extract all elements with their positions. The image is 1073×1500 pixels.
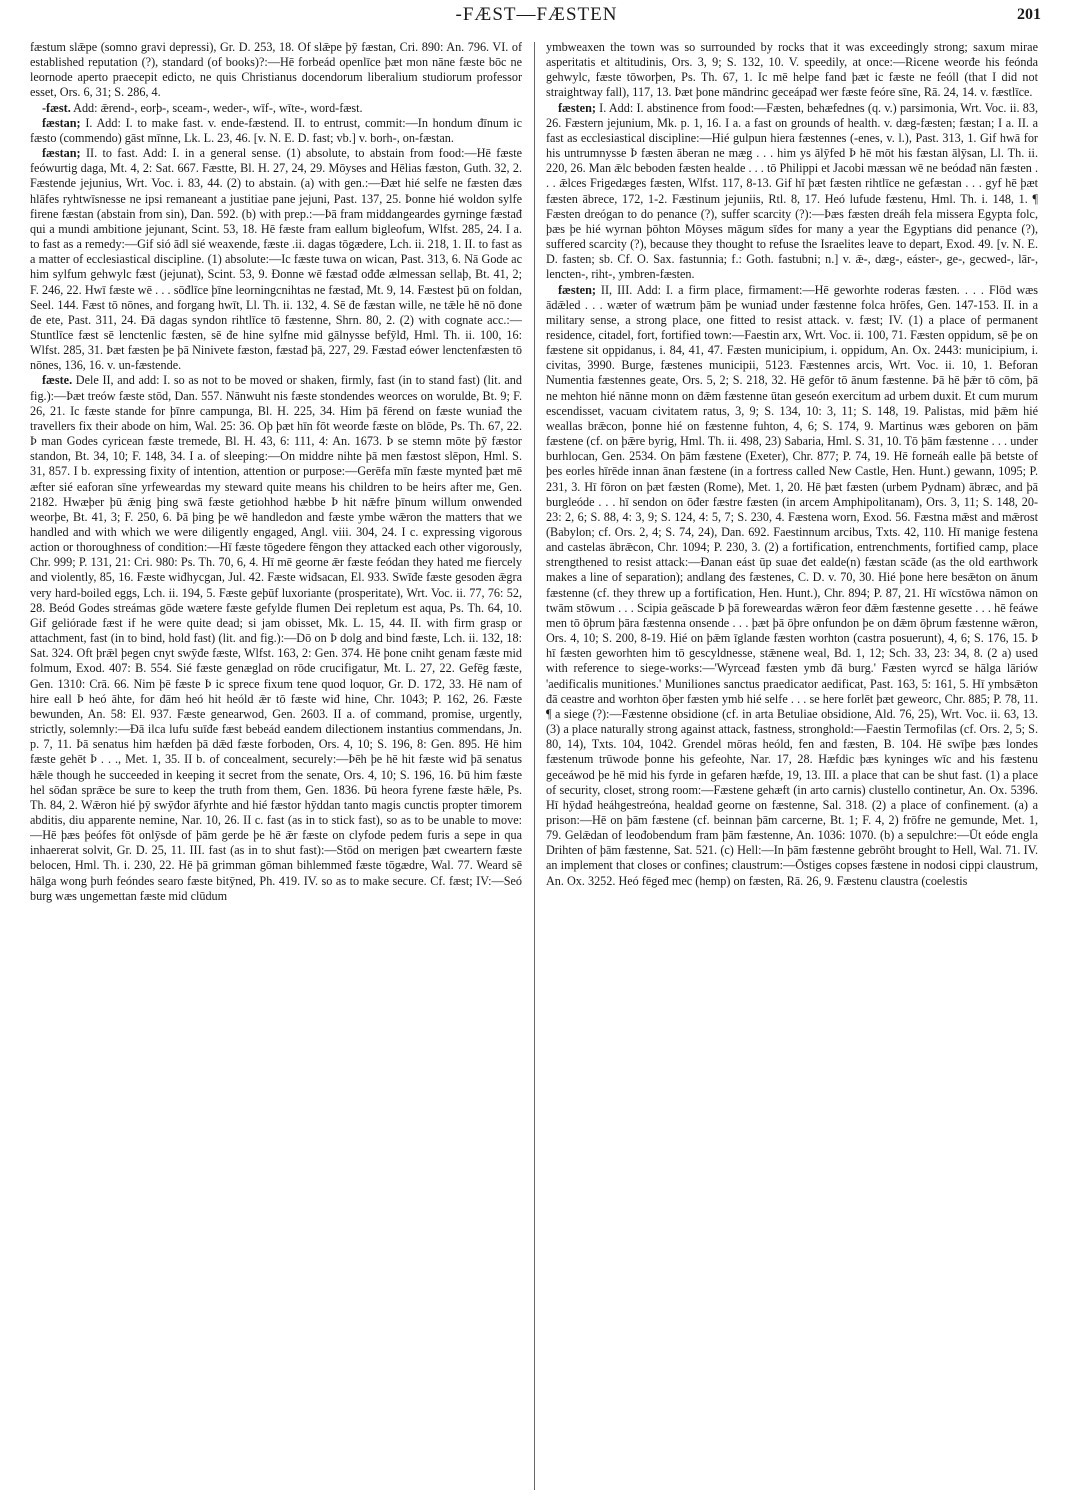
entry-text: Add: ǣrend-, eorþ-, sceam-, weder-, wīf-, wīte-, word-fæst. [73,100,363,115]
page-header [0,0,1073,30]
dictionary-entry [546,283,1038,889]
dictionary-entry [30,116,522,146]
entry-headword: fæste. [42,373,73,388]
column-divider [534,42,535,1490]
entry-headword: fæstan; [42,115,81,130]
entry-headword: fæsten; [558,100,596,115]
dictionary-entry [30,373,522,903]
entry-headword: -fæst. [42,100,71,115]
left-column [30,40,522,1492]
dictionary-entry [30,40,522,101]
entry-text: I. Add: I. to make fast. v. ende-fæstend. II. to entrust, commit:—In hondum đīnum ic fæsto (commendo) gāst mīnne, Lk. L. 23, 46. [v. N. E. D. fast; vb.] v. borh-, on-fæstan. [30,115,522,145]
dictionary-entry [30,101,522,116]
dictionary-entry [546,101,1038,283]
dictionary-entry [30,146,522,373]
page-number: 201 [1017,6,1041,23]
entry-text: ymbweaxen the town was so surrounded by rocks that it was exceedingly strong; saxum mirae asperitatis et altitudinis, Ors. 3, 9; S. 132, 10. V. speedily, at once:—Ricene weorđe his feónda gehwylc, fæste tōworþen, Ps. Th. 67, 1. Ic mē helpe fand þæt ic fæste ne feóll (that I did not straightway fall), 117, 13. Þæt þone māndrinc geceápađ wer fæste feóre sīne, Rā. 24, 14. v. fæstlīce. [546,40,1038,100]
running-head: -FÆST—FÆSTEN [455,4,618,25]
dictionary-entry [546,40,1038,101]
entry-text: I. Add: I. abstinence from food:—Fæsten, behæfednes (q. v.) parsimonia, Wrt. Voc. ii. 83, 26. Fæstern jejunium, Mk. p. 1, 16. I a. a fast on grounds of health. v. dæg-fæsten; fæstan; I a. II. a fast as ecclesiastical discipline:—Hié gulpun hiera fæstennes (-enes, v. l.), Past. 313, 1. Gif hwā for his untrumnysse Þ fæsten āberan ne mæg . . . him ys ālȳfed Þ hē mōt his fæstan ālȳsan, Ll. Th. ii. 220, 26. Man ǣlc beboden fæsten healde . . . tō Philippi et Jacobi mæssan wē ne beódađ nān fæsten . . . ǣlces Frigedæges fæsten, Wlfst. 117, 8-13. Gif hī þæt fæsten rihtlīce ne gefæstan . . . gyf hē þæt fæsten ābrece, 172, 1-2. Fæstinum jejuniis, Rtl. 8, 17. Heó lufude fæstenu, Hml. Th. i. 148, 1. ¶ Fæsten dreógan to do penance (?), suffer scarcity (?):—Þæs fæsten dreáh fela missera Egypta folc, þæs þe hié wyrnan þōhton Mōyses māgum sīđes for many a year the Egyptians did penance (?), suffered scarcity (?), because they thought to refuse the Israelites leave to depart, Exod. 49. [v. N. E. D. fasten; sb. Cf. O. Sax. fastunnia; f.: Goth. fastubni; n.] v. ǣ-, dæg-, eáster-, ge-, gecwed-, lār-, lencten-, riht-, ymbren-fæsten. [546,100,1038,282]
right-column [546,40,1038,1492]
entry-text: II. to fast. Add: I. in a general sense. (1) absolute, to abstain from food:—Hē fæste feówurtig daga, Mt. 4, 2: Sat. 667. Fæstte, Bl. H. 27, 24, 29. Mōyses and Hēlias fæston, Guth. 32, 2. Fæstende jejunius, Wrt. Voc. i. 83, 44. (2) to abstain. (a) with gen.:—Đæt hié selfe ne fæsten đæs hlāfes ryhtwīsnesse ne ipsi remaneant a justitiae pane jejuni, Past. 137, 25. Þonne hié woldon sylfe firene fæstan (abstain from sin), Dan. 592. (b) with prep.:—Þā fram middangeardes gyrninge fæstađ qui a mundi ambitione jejunant, Scint. 53, 18. Hē fæste fram eallum bigleofum, Wlfst. 285, 24. I a. to fast as a remedy:—Gif sió ādl sié weaxende, fæste .ii. dagas tōgædere, Lch. ii. 218, 1. II. to fast as a matter of ecclesiastical discipline. (1) absolute:—Ic fæste tuwa on wican, Past. 313, 6. Nā Gode ac him sylfum gehwylc fæst (jejunat), Scint. 53, 9. Đonne wē fæstađ ođđe ælmessan sellaþ, Bt. 41, 2; F. 246, 22. Hwī fæste wē . . . sōđlīce þīne leorningcnihtas ne fæstađ, Mt. 9, 14. Fæstest þū on foldan, Seel. 144. Fæst tō nōnes, and forgang hwīt, Ll. Th. ii. 132, 4. Sē đe fæstan wille, ne tǣle hē nō đone đe ete, Past. 311, 24. Đā dagas syndon rihtlīce tō fæstenne, Shrn. 80, 2. (2) with cognate acc.:—Stuntlīce fæst sē lenctenlic fæsten, sē đe hine sylfne mid gālnysse befȳlđ, Hml. Th. ii. 100, 16: Wlfst. 285, 31. Þæt fæsten þe þā Ninivete fæston, fæstađ þā, 227, 29. Fæstađ eówer lenctenfæsten tō nōnes, 136, 16. v. un-fæstende. [30,146,522,373]
entry-text: Dele II, and add: I. so as not to be moved or shaken, firmly, fast (in to stand fast) (lit. and fig.):—Þæt treów fæste stōd, Dan. 557. Nānwuht nis fæste stondendes weorces on worulde, Bt. 9; F. 26, 21. Ic fæste stande for þīnre campunga, Bl. H. 225, 34. Him þā fērend on fæste wuniađ the travellers fix their abode on him, Wal. 25: 36. Oþ þæt hīn fōt weorđe fæste on blōde, Ps. Th. 67, 22. Þ man Godes cyricean fæste tremede, Bl. H. 43, 6: 111, 4: An. 1673. Þ se stemn mōte þȳ fæstor standon, Bt. 34, 10; F. 148, 34. I a. of sleeping:—On middre nihte þā men fæstost slēpon, Hml. S. 31, 857. I b. expressing fixity of intention, attention or purpose:—Gerēfa mīn fæste mynteđ þæt mē æfter sié eaforan sīne yrfeweardas my steward quite means his children to be heirs after me, Gen. 2182. Hwæþer þū ǣnig þing swā fæste getiohhod hæbbe Þ hit nǣfre þīnum willum onwended weorþe, Bt. 41, 3; F. 250, 6. Þā þing þe wē handledon and fæste ymbe wǣron the matters that we handled and with which we were diligently engaged, Angl. viii. 304, 24. I c. expressing vigorous action or thoroughness of condition:—Hī fæste tōgedere fēngon they attacked each other vigorously, Chr. 999; P. 131, 21: Cri. 980: Ps. Th. 70, 6, 4. Hī mē georne ǣr fæste feódan they hated me fiercely and violently, 85, 16. Fæste wiđhycgan, Jul. 42. Fæste wiđsacan, El. 933. Swīđe fæste gesoden ǣgra very hard-boiled eggs, Lch. ii. 194, 5. Fæste geþūf luxoriante (prosperitate), Wrt. Voc. ii. 77, 76: 52, 28. Beód Godes streámas gōde wætere fæste gefylde flumen Dei repletum est aqua, Ps. Th. 64, 10. Gif geliórade fæst if he were quite dead; si jam obisset, Mk. L. 15, 44. II. with firm grasp or attachment, fast (in to bind, hold fast) (lit. and fig.):—Dō on Þ dolg and bind fæste, Lch. ii. 132, 18: Sat. 324. Oft þrǣl þegen cnyt swȳđe fæste, Wlfst. 163, 2: Gen. 374. Hē þone cniht genam fæste mid folmum, Exod. 407: B. 554. Sié fæste genæglad on rōde crucifigatur, Mt. L. 27, 22. Gefēg fæste, Gen. 1310: Crā. 66. Nim þē fæste Þ ic sprece fixum tene quod loquor, Gr. D. 172, 33. Hē nam of hire eall Þ heó āhte, for đām heó hit heóld ǣr tō fæste wiđ hine, Chr. 1043; P. 162, 26. Fæste bewunden, An. 58: El. 937. Fæste genearwod, Gen. 2603. II a. of command, promise, urgently, strictly, solemnly:—Đā ilca lufu suīđe fæst bebeád eandem dilectionem instantius commendans, Jn. p. 7, 11. Þā senatus him hæfden þā dǣd fæste forboden, Ors. 4, 10; S. 196, 8: Gen. 895. Hē him fæste gehēt Þ . . ., Met. 1, 35. II b. of concealment, securely:—Þēh þe hē hit fæste wiđ þā senatus hǣle though he succeeded in keeping it secret from the senate, Ors. 4, 10; S. 196, 16. Þū him fæste hel sōđan sprǣce be sure to keep the truth from them, Gen. 1836. Þū heora fyrene fæste hǣle, Ps. Th. 84, 2. Wǣron hié þȳ swȳđor āfyrhte and hié fæstor hȳddan tanto magis cunctis propter timorem abditis, diu apparente nemine, Nar. 10, 26. II c. fast (as in to stick fast), so as to be unable to move:—Hē þæs þeófes fōt onlȳsde of þām gerde þe hē ǣr fæste on clyfode pedem furis a sepe in qua inhaererat solvit, Gr. D. 25, 11. III. fast (as in to shut fast):—Stōd on merigen þæt cweartern fæste belocen, Hml. Th. i. 230, 22. Hē þā grimman gōman bihlemmeđ fæste tōgædre, Wal. 77. Weard sē hālga wong þurh feóndes searo fæste bitȳned, Ph. 419. IV. so as to make secure. Cf. fæst; IV:—Seó burg wæs ungemettan fæste mid clūdum [30,373,522,903]
entry-text: fæstum slǣpe (somno gravi depressi), Gr. D. 253, 18. Of slǣpe þȳ fæstan, Cri. 890: An. 796. VI. of established reputation (?), standard (of books)?:—Hē forbeád openlīce þæt mon nāne fæste bōc ne leornode aperto praecepit edicto, ne quis Christianus docendorum liberalium studiorum professor esset, Ors. 6, 31; S. 286, 4. [30,40,522,100]
entry-headword: fæsten; [558,282,596,297]
entry-text: II, III. Add: I. a firm place, firmament:—Hē geworhte roderas fæsten. . . . Flōd wæs ādǣled . . . wæter of wætrum þām þe wuniađ under fæstenne folca hrōfes, Gen. 147-153. II. in a military sense, a strong place, one fitted to resist attack. v. fæst; IV. (1) a place of permanent residence, citadel, fort, fortified town:—Faestin arx, Wrt. Voc. ii. 100, 71. Fæsten oppidum, sē þe on fæstene sit oppidanus, i. 84, 41, 47. Fæsten municipium, i. oppidum, An. Ox. 2443: municipium, i. civitas, 3990. Burge, fæstenes municipii, 5123. Fæstennes arcis, Wrt. Voc. ii. 10, 1. Beforan Numentia fæstennes geate, Ors. 5, 2; S. 218, 32. Hē gefōr tō ānum fæstenne. Þā hē þǣr tō cōm, þā ne mehton hié nānne monn on đǣm fæstenne ūtan geseón exercitum ad urbem duxit. Et cum murum escendisset, vacuam civitatem ratus, 3, 9; S. 134, 10: 3, 11; S. 148, 19. Palistas, mid þǣm hié weallas brǣcon, þonne hié on fæstenne fuhton, 4, 6; S. 174, 9. Martinus wæs geboren on þām fæstene (cf. on þǣre byrig, Hml. Th. ii. 498, 23) Sabaria, Hml. S. 31, 10. Tō þām fæstenne . . . under burhlocan, Gen. 2534. On þām fæstene (Exeter), Chr. 877; P. 74, 19. Hē forneáh ealle þā betste of þes eorles hīrēde innan ānan fæstene (in a fortress called New Castle, Hen. Hunt.) gewann, 1095; P. 231, 3. Hī fōron on þæt fæsten (Rome), Met. 1, 20. Hē þæt fæsten (urbem Pydnam) ābræc, and þā burgleóde . . . hī sendon on ōđer fæstre fæsten (in arcem Amphipolitanam), Ors. 3, 11; S. 148, 20-23: 2, 6; S. 88, 4: 3, 9; S. 124, 4: 5, 7; S. 230, 4. Fæstena worn, Exod. 56. Fæstna mǣst and mǣrost (Babylon; cf. Ors. 2, 4; S. 74, 24), Dan. 692. Faestinnum arcibus, Txts. 42, 110. Hī manige festena and castelas ābrǣcon, Chr. 1094; P. 230, 3. (2) a fortification, entrenchments, fortified camp, place strengthened to resist attack:—Đanan eást ūp suae đet ealde(n) fæstan scāđe (as the old earthwork makes a line of separation); andlang đes fæstenes, C. D. v. 70, 30. Hié þone here besǣton on ānum fæstenne (cf. they threw up a fortification, Hen. Hunt.), Chr. 894; P. 87, 21. Hī wīcstōwa nāmon on twām stōwum . . . Scipia geāscade Þ þā foreweardas wǣron feor đǣm fæstenne gesette . . . hē feáwe men tō ōþrum þāra fæstenna onsende . . . þæt þā ōþre onfundon þe on đǣm ōþrum fæstenne wǣron, Ors. 4, 10; S. 200, 8-19. Hié on þǣm īglande fæsten worhton (castra posuerunt), 4, 6; S. 176, 15. Þ hī fæsten geworhten him tō gescyldnesse, stǣnene weal, Bd. 1, 12; Sch. 33, 23: 34, 8. (2 a) used with reference to siege-works:—'Wyrceađ fæsten ymb đā burg.' Fæsten wyrcđ se hālga lāriów 'aedificalis munitiones.' Muniliones sanctus praedicator aedificat, Past. 163, 5: 161, 5. Hī ymbsǣton đā ceastre and worhton ōþer fæsten ymb hié selfe . . . se here forlēt þæt geweorc, Chr. 885; P. 78, 11. ¶ a siege (?):—Fæstenne obsidione (cf. in arta Betuliae obsidione, Ald. 76, 25), Wrt. Voc. ii. 63, 13. (3) a place naturally strong against attack, fastness, stronghold:—Faestin Termofilas (cf. Ors. 2, 5; S. 80, 14), Txts. 104, 1042. Grendel mōras heóld, fen and fæsten, B. 104. Hē swīþe þæs londes fæstenum trūwode þonne his gefeohte, Nar. 17, 28. Hæfdic þæs kyninges wīc and his fæstenu geceáwod þe hē mid his fyrde in gefaren hæfde, 19, 13. III. a place that can be shut fast. (1) a place of security, closet, strong room:—Fæstene gehæft (in arto carnis) clustello continetur, An. Ox. 5396. Hī hȳdađ heáhgestreóna, healdađ georne on fæstenne, Sal. 318. (2) a place of confinement. (a) a prison:—Hē on þām fæstene (cf. beinnan þām carcerne, Bt. 1; F. 4, 2) frōfre ne gemunde, Met. 1, 79. Gelǣdan of leođobendum fram þām fæstenne, An. 1036: 1070. (b) a sepulchre:—Ūt eóde engla Drihten of þām fæstenne, Sat. 521. (c) Hell:—In þām fæstenne gebrōht brought to Hell, Wal. 71. IV. an implement that closes or confines; claustrum:—Ōstiges copses fæstene in nodosi cippi claustrum, An. Ox. 3252. Heó fēgeđ mec (hemp) on fæsten, Rā. 26, 9. Fæstenu claustra (coelestis [546,282,1038,888]
entry-headword: fæstan; [42,146,81,161]
